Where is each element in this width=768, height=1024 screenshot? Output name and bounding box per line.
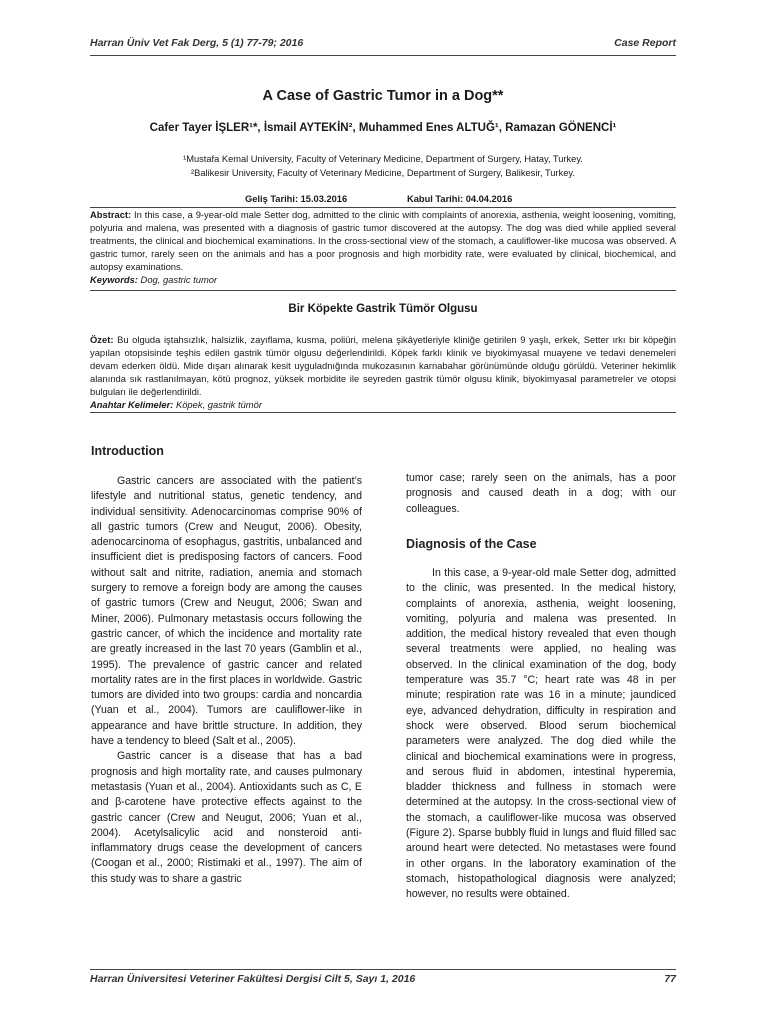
received-date: Geliş Tarihi: 15.03.2016	[245, 194, 348, 204]
turkish-keywords-text: Köpek, gastrik tümör	[173, 399, 262, 411]
affiliation-1: ¹Mustafa Kemal University, Faculty of Veterinary Medicine, Department of Surgery, Hatay, Turkey.	[183, 154, 583, 164]
accepted-date: Kabul Tarihi: 04.04.2016	[407, 194, 513, 204]
article-type: Case Report	[614, 37, 676, 49]
abstract-label: Abstract:	[90, 209, 132, 220]
introduction-heading: Introduction	[91, 444, 164, 458]
abstract-bottom-rule	[90, 290, 676, 291]
turkish-abstract	[90, 333, 676, 412]
abstract	[90, 208, 676, 287]
turkish-keywords-label: Anahtar Kelimeler:	[90, 399, 174, 411]
affiliations	[90, 152, 676, 180]
affiliation-2: ²Balikesir University, Faculty of Veterinary Medicine, Department of Surgery, Balikesir, Turkey.	[191, 168, 575, 178]
diagnosis-paragraph: In this case, a 9-year-old male Setter dog, admitted to the clinic, was presented. In the medical history, complaints of anorexia, asthenia, weight loosening, vomiting, polyuria and malena was presented. In addition, the medical history revealed that even though several treatments were applied, no healing was observed. In the clinical examination of the dog, body temperature was 35.7 °C; heart rate was 48 in per minute; respiration rate was 16 in a minute; jaundiced eye, advanced dehydration, difficulty in respiration and shock were observed. Blood serum biochemical parameters were analyzed. The dog died while the clinical and biochemical examinations were in progress, and serous fluid in abdomen, intestinal hyperemia, bladder thickness and fullness in stomach were determined at the autopsy. In the cross-sectional view of the stomach, a cauliflower-like mucosa was observed (Figure 2). Sparse bubbly fluid in lungs and fluid filled sac around heart were detected. No metastases were found in other organs. In the laboratory examination of the stomach, histopathological diagnosis were analyzed; however, no results were obtained.	[406, 567, 676, 901]
running-footer	[90, 973, 676, 985]
keywords-label: Keywords:	[90, 274, 138, 286]
footer-rule	[90, 969, 676, 970]
running-header	[90, 37, 676, 53]
header-rule	[90, 55, 676, 56]
left-column	[91, 474, 362, 887]
footer-journal: Harran Üniversitesi Veteriner Fakültesi Dergisi Cilt 5, Sayı 1, 2016	[90, 973, 416, 985]
turkish-abstract-rule	[90, 412, 676, 413]
intro-paragraph-2: Gastric cancer is a disease that has a bad prognosis and high mortality rate, and causes pulmonary metastasis (Yuan et al., 2004). Antioxidants such as C, E and β-carotene have protective effects against to the gastric cancer (Crew and Neugut, 2006; Yuan et al., 2004). Acetylsalicylic acid and nonsteroid anti-inflammatory drugs cease the development of cancers (Coogan et al., 2000; Ristimaki et al., 1997). The aim of this study was to share a gastric	[91, 750, 362, 885]
diagnosis-heading: Diagnosis of the Case	[406, 537, 537, 551]
right-column-top	[406, 471, 676, 517]
ozet-label: Özet:	[90, 334, 114, 345]
turkish-keywords	[90, 398, 676, 411]
page-number: 77	[664, 973, 676, 985]
turkish-title: Bir Köpekte Gastrik Tümör Olgusu	[288, 303, 478, 315]
ozet-text: Bu olguda iştahsızlık, halsizlik, zayıflama, kusma, poliüri, melena şikâyetleriyle kliniğe getirilen 9 yaşlı, erkek, Setter ırkı bir köpeğin yapılan otopsisinde teşhis edilen gastrik tümör olgusu değerlendirildi. Köpek farklı klinik ve biyokimyasal muayene ve tedavi denemeleri devam ederken öldü. Mide dışarı alınarak kesit uyguladnığında mukozasının karnabahar görünümünde olduğu görüldü. Veteriner hekimlik alanında sık rastlanılmayan, kötü prognoz, yüksek morbidite ile seyreden gastrik tümör olgusu klinik, biyokimyasal parametreler ve otopsi bulguları ile değerlendirildi.	[90, 334, 676, 398]
intro-paragraph-3: tumor case; rarely seen on the animals, has a poor prognosis and caused death in a dog; with our colleagues.	[406, 472, 676, 515]
keywords	[90, 273, 676, 286]
keywords-text: Dog, gastric tumor	[137, 274, 218, 286]
abstract-text: In this case, a 9-year-old male Setter dog, admitted to the clinic with complaints of anorexia, asthenia, weight loosening, vomiting, polyuria and malena, was presented with a diagnosis of gastric tumor discovered at the autopsy. The dog was died while applied several treatments, the clinical and biochemical examinations. In the cross-sectional view of the stomach, a cauliflower-like mucosa was observed. A gastric tumor, rarely seen on the animals and has a poor prognosis and high morbidity rate, were evaluated by clinical, biochemical, and autopsy examinations.	[90, 209, 676, 273]
right-column-diagnosis	[406, 566, 676, 903]
article-title: A Case of Gastric Tumor in a Dog**	[262, 88, 504, 104]
author-list: Cafer Tayer İŞLER¹*, İsmail AYTEKİN², Muhammed Enes ALTUĞ¹, Ramazan GÖNENCİ¹	[149, 122, 617, 134]
journal-citation: Harran Üniv Vet Fak Derg, 5 (1) 77-79; 2016	[90, 37, 304, 49]
intro-paragraph-1: Gastric cancers are associated with the patient’s lifestyle and nutritional status, genetic tendency, and individual sensitivity. Adenocarcinomas comprise 90% of all gastric tumors (Crew and Neugut, 2006). Obesity, adenocarcinoma of esophagus, gastritis, unbalanced and insufficient diet is predisposing factors of cancers. Food without salt and nitrite, radiation, anemia and stomach surgery to remove a foreign body are among the causes of gastric tumors (Crew and Neugut, 2006; Swan and Miner, 2006). Pulmonary metastasis occurs following the gastric cancer, of which the incidence and mortality rate are greatly increased in the last 70 years (Gamblin et al., 1995). The prevalence of gastric cancer and related mortality rates are in the first places in worldwide. Gastric tumors are divided into two groups: cardia and noncardia (Yuan et al., 2004). Tumors are cauliflower-like in appearance and have brittle structure. In addition, they have a tendency to bleed (Salt et al., 2005).	[91, 475, 362, 748]
